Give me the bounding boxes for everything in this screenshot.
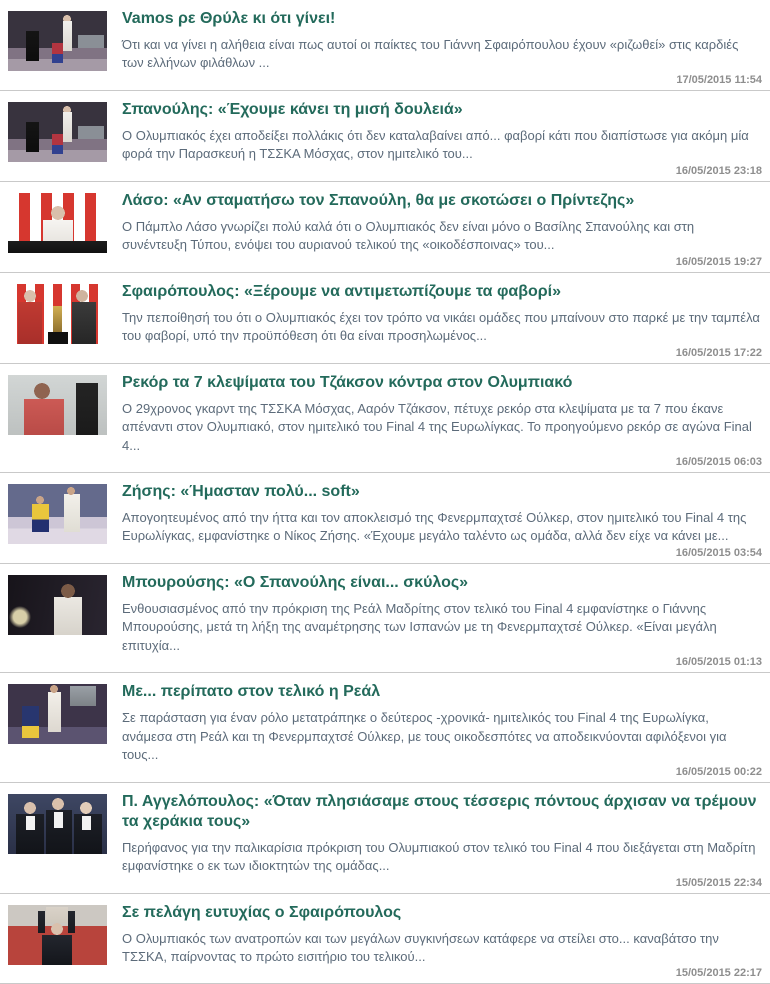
article-content [122, 902, 762, 982]
news-item [0, 91, 770, 182]
article-title[interactable]: Ζήσης: «Ήμασταν πολύ... soft» [122, 482, 360, 500]
article-thumbnail[interactable] [8, 102, 107, 162]
news-item [0, 783, 770, 894]
article-excerpt: Ο Πάμπλο Λάσο γνωρίζει πολύ καλά ότι ο Ολυμπιακός δεν είναι μόνο ο Βασίλης Σπανούλης και στη συνέντευξη Τύπου, ενόψει του αυριανού τελικού της «οικοδέσποινας» του... [122, 218, 695, 253]
article-excerpt: Ότι και να γίνει η αλήθεια είναι πως αυτοί οι παίκτες του Γιάννη Σφαιρόπουλου έχουν «ριζωθεί» στις καρδιές των ελλήνων φιλάθλων ... [122, 37, 739, 71]
article-date: 16/05/2015 03:54 [675, 546, 762, 559]
article-date: 16/05/2015 00:22 [675, 765, 762, 778]
news-item [0, 273, 770, 364]
article-content [122, 190, 762, 270]
article-content [122, 281, 762, 361]
article-content [122, 572, 762, 670]
article-thumbnail[interactable] [8, 375, 107, 435]
news-item [0, 0, 770, 91]
article-content [122, 791, 762, 891]
article-title[interactable]: Με... περίπατο στον τελικό η Ρεάλ [122, 683, 381, 701]
article-excerpt: Απογοητευμένος από την ήττα και τον αποκλεισμό της Φενερμπαχτσέ Ούλκερ, στον ημιτελικό του Final 4 της Ευρωλίγκας, εμφανίστηκε ο Νίκος Ζήσης. «Έχουμε μεγάλο ταλέντο ως ομάδα, αλλά δεν είχε να κάνει με... [122, 509, 747, 544]
article-title[interactable]: Σε πελάγη ευτυχίας ο Σφαιρόπουλος [122, 903, 402, 921]
news-item [0, 364, 770, 473]
article-title[interactable]: Σπανούλης: «Έχουμε κάνει τη μισή δουλειά» [122, 100, 463, 118]
article-excerpt: Την πεποίθησή του ότι ο Ολυμπιακός έχει τον τρόπο να νικάει ομάδες που μπαίνουν στο παρκέ με την ταμπέλα του φαβορί, υπό την προϋπόθεση ότι θα είναι προσηλωμένος... [122, 309, 760, 344]
article-excerpt: Ενθουσιασμένος από την πρόκριση της Ρεάλ Μαδρίτης στον τελικό του Final 4 εμφανίστηκε ο Γιάννης Μπουρούσης, μετά τη λήξη της αναμέτρησης των Ισπανών με τη Φενερμπαχτσέ Ούλκερ. «Είναι μεγάλη επιτυχία... [122, 600, 717, 653]
article-thumbnail[interactable] [8, 575, 107, 635]
news-item [0, 894, 770, 984]
article-content [122, 372, 762, 470]
article-date: 16/05/2015 17:22 [675, 346, 762, 359]
article-title[interactable]: Ρεκόρ τα 7 κλεψίματα του Τζάκσον κόντρα στον Ολυμπιακό [122, 373, 573, 391]
article-title[interactable]: Λάσο: «Αν σταματήσω τον Σπανούλη, θα με σκοτώσει ο Πρίντεζης» [122, 191, 635, 209]
article-thumbnail[interactable] [8, 794, 107, 854]
news-item [0, 473, 770, 564]
article-thumbnail[interactable] [8, 284, 107, 344]
article-thumbnail[interactable] [8, 11, 107, 71]
article-date: 15/05/2015 22:17 [675, 967, 762, 980]
article-thumbnail[interactable] [8, 193, 107, 253]
article-date: 16/05/2015 23:18 [675, 164, 762, 177]
article-excerpt: Ο Ολυμπιακός των ανατροπών και των μεγάλων συγκινήσεων κατάφερε να στείλει στο... καναβάτσο την ΤΣΣΚΑ, παίρνοντας το πρώτο εισιτήριο του τελικού... [122, 930, 719, 964]
article-title[interactable]: Μπουρούσης: «Ο Σπανούλης είναι... σκύλος» [122, 573, 469, 591]
article-thumbnail[interactable] [8, 684, 107, 744]
article-excerpt: Περήφανος για την παλικαρίσια πρόκριση του Ολυμπιακού στον τελικό του Final 4 που διεξάγεται στη Μαδρίτη εμφανίστηκε ο εκ των ιδιοκτητών της ομάδας... [122, 839, 756, 874]
article-date: 16/05/2015 06:03 [675, 455, 762, 468]
article-thumbnail[interactable] [8, 484, 107, 544]
article-excerpt: Ο Ολυμπιακός έχει αποδείξει πολλάκις ότι δεν καταλαβαίνει από... φαβορί κάτι που διαπίστωσε για ακόμη μία φορά την Παρασκευή η ΤΣΣΚΑ Μόσχας, στον ημιτελικό του... [122, 127, 749, 162]
article-date: 17/05/2015 11:54 [676, 73, 762, 86]
article-excerpt: Σε παράσταση για έναν ρόλο μετατράπηκε ο δεύτερος -χρονικά- ημιτελικός του Final 4 της Ευρωλίγκα, ανάμεσα στη Ρεάλ και τη Φενερμπαχτσέ Ούλκερ, με τους οικοδεσπότες να αποδεικνύονται αφιλόξενοι για τους... [122, 710, 727, 763]
article-title[interactable]: Π. Αγγελόπουλος: «Όταν πλησιάσαμε στους τέσσερις πόντους άρχισαν να τρέμουν τα χεράκια τους» [122, 792, 757, 830]
article-title[interactable]: Vamos ρε Θρύλε κι ότι γίνει! [122, 10, 336, 27]
article-content [122, 481, 762, 561]
article-content [122, 8, 762, 88]
article-content [122, 99, 762, 179]
article-date: 16/05/2015 01:13 [675, 656, 762, 669]
article-excerpt: Ο 29χρονος γκαρντ της ΤΣΣΚΑ Μόσχας, Ααρόν Τζάκσον, πέτυχε ρεκόρ στα κλεψίματα με τα 7 που έκανε απέναντι στον Ολυμπιακό, στον ημιτελικό του Final 4 της Ευρωλίγκας. Το προηγούμενο ρεκόρ σε αγώνα Final 4... [122, 400, 752, 453]
news-item [0, 673, 770, 782]
article-thumbnail[interactable] [8, 905, 107, 965]
news-item [0, 564, 770, 673]
news-item [0, 182, 770, 273]
article-date: 16/05/2015 19:27 [675, 255, 762, 268]
article-title[interactable]: Σφαιρόπουλος: «Ξέρουμε να αντιμετωπίζουμε τα φαβορί» [122, 282, 562, 300]
article-date: 15/05/2015 22:34 [675, 876, 762, 889]
article-content [122, 681, 762, 779]
